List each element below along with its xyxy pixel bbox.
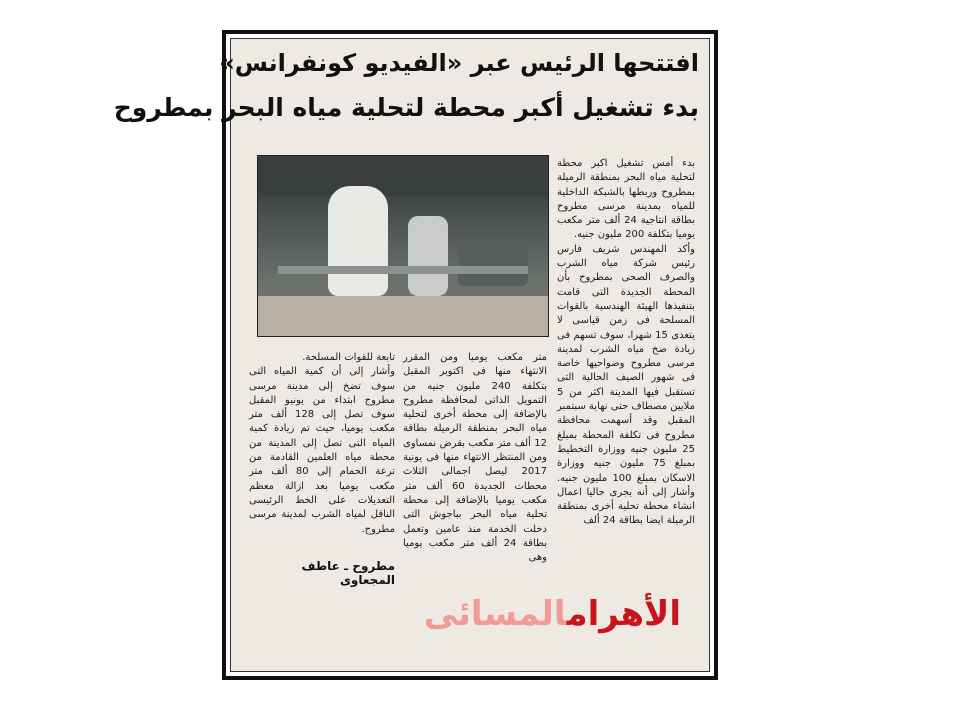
article-column-left: تابعة للقوات المسلحة. وأشار إلى أن كمية المياه التى سوف تضخ إلى مدينة مرسى مطروح ابتداء من يونيو المقبل سوف تصل إلى 128 ألف متر مكعب يوميا، حيث تم زيادة كمية المياه التى تصل إلى المدينة من محطة مياه العلمين القادمة من ترعة الحمام إلى 80 ألف متر مكعب يوميا بعد ازالة معظم التعديلات على الخط الرئيسى الناقل لمياه الشرب لمدينة مرسى مطروح. — [249, 352, 396, 535]
newspaper-clipping — [113, 38, 710, 672]
photo-pipe — [278, 266, 528, 274]
desalination-plant-photo — [257, 155, 549, 337]
photo-tank-secondary — [408, 216, 448, 296]
kicker-headline: افتتحها الرئيس عبر «الفيديو كونفرانس» — [219, 49, 699, 77]
logo-part-1: الأهرام — [566, 594, 681, 634]
logo-part-2: المسائى — [423, 594, 567, 634]
article-column-right: بدء أمس تشغيل اكبر محطة لتحلية مياه البحر بمنطقة الرميلة بمطروح وربطها بالشبكة الداخلية للمياه بمدينة مرسى مطروح بطاقة انتاجية 24 ألف متر مكعب يوميا بتكلفة 200 مليون جنيه. وأكد المهندس شريف فارس رئيس شركة مياه الشرب والصرف الصحى بمطروح بأن المحطة الجديدة التى قامت بتنفيذها الهيئة الهندسية بالقوات المسلحة فى زمن قياسى لا يتعدى 15 شهرا، سوف تسهم فى زيادة ضخ مياه الشرب لمدينة مرسى مطروح وضواحيها خاصة فى شهور الصيف الحالية التى تستقبل فيها المدينة اكثر من 5 ملايين مصطاف حتى نهاية سبتمبر المقبل وقد أسهمت محافظة مطروح فى تكلفة المحطة بمبلغ 25 مليون جنيه ووزارة التخطيط بمبلغ 75 مليون جنيه ووزارة الاسكان بمبلغ 100 مليون جنيه. وأشار إلى أنه يجرى حاليا اعمال انشاء محطة تحلية أخرى بمنطقة الرميلة ايضا بطاقة 24 ألف — [557, 158, 695, 527]
photo-floor — [258, 296, 548, 336]
photo-tank — [328, 186, 388, 296]
byline: مطروح ـ عاطف المجعاوى — [301, 559, 395, 587]
article-column-middle: متر مكعب يوميا ومن المقرر الانتهاء منها فى اكتوبر المقبل بتكلفة 240 مليون جنيه من التمويل الذاتى لمحافظة مطروح بالإضافة إلى محطة أخرى لتحلية مياه البحر بمنطقة الرميلة بطاقة 12 ألف متر مكعب بقرض نمساوى ومن المنتظر الانتهاء منها فى يونية 2017 ليصل اجمالى الثلاث محطات الجديدة 60 ألف متر مكعب يوميا بالإضافة إلى محطة تحلية مياه البحر بباجوش التى دخلت الخدمة منذ عامين وتعمل بطاقة 24 ألف متر مكعب يوميا وهى — [403, 352, 548, 564]
al-ahram-almasai-logo — [423, 594, 681, 664]
newspaper-clipping-frame — [113, 30, 718, 680]
main-headline: بدء تشغيل أكبر محطة لتحلية مياه البحر بمطروح — [113, 93, 699, 122]
photo-ceiling — [258, 156, 548, 196]
